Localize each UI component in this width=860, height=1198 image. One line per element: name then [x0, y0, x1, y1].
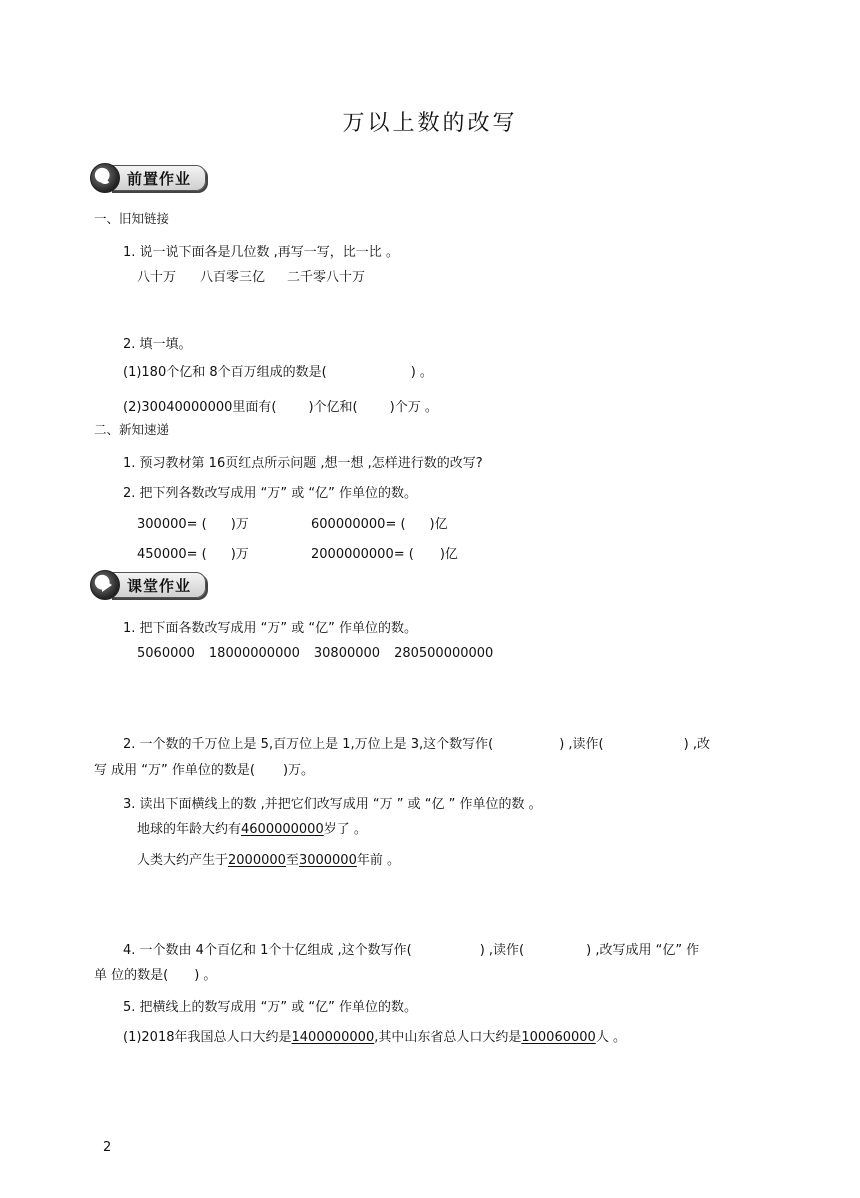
c-q2-text: 2. 一个数的千万位上是 5,百万位上是 1,万位上是 3,这个数写作(: [123, 737, 494, 752]
conv-left: 300000= (: [137, 517, 207, 532]
c-q2-text: )万。: [282, 763, 315, 778]
p1-q1-item: 二千零八十万: [287, 270, 366, 285]
underlined-number: 3000000: [298, 853, 357, 868]
p1-q1-item: 八十万: [137, 270, 177, 285]
underlined-number: 100060000: [521, 1030, 596, 1045]
p1-q2-b-pre: (2)30040000000里面有(: [123, 400, 277, 415]
p1-q1-item: 八百零三亿: [200, 270, 266, 285]
c-q4-text: 4. 一个数由 4个百亿和 1个十亿组成 ,这个数写作(: [123, 943, 412, 958]
c-q4-text: 单 位的数是(: [94, 968, 169, 983]
conv-left: 600000000= (: [311, 517, 406, 532]
c-q3-b: [137, 849, 400, 868]
c-q2-text: 写 成用 “万” 作单位的数是(: [94, 763, 255, 778]
page-title: 万以上数的改写: [342, 111, 518, 136]
part1-heading: 一、旧知链接: [94, 211, 170, 226]
p1-q2-b-mid: )个亿和(: [308, 400, 358, 415]
c-q4-line1: [123, 939, 699, 958]
c-q2-text: ) ,读作(: [559, 737, 604, 752]
section-badge-pre: [90, 163, 206, 193]
part2-heading: 二、新知速递: [94, 422, 170, 437]
underlined-number: 4600000000: [241, 822, 324, 837]
c-q4-text: ) 。: [194, 968, 217, 983]
c-q3-a-post: 岁了 。: [323, 822, 367, 837]
conv-right: )万: [230, 547, 249, 562]
c-q3-text: 3. 读出下面横线上的数 ,并把它们改写成用 “万 ” 或 “亿 ” 作单位的数 。: [123, 797, 542, 812]
conv-item: [137, 543, 249, 562]
p1-q2-text: 2. 填一填。: [123, 337, 192, 352]
c-q2-text: ) ,改: [683, 737, 710, 752]
p2-q2-text: 2. 把下列各数改写成用 “万” 或 “亿” 作单位的数。: [123, 486, 418, 501]
conv-right: )万: [230, 517, 249, 532]
c-q1-nums: [137, 646, 493, 661]
p1-q2-a-post: ) 。: [410, 365, 433, 380]
section-badge-class: [90, 570, 206, 600]
section-badge-label: 前置作业: [110, 165, 206, 191]
c-q3-a: [137, 818, 367, 837]
c-q1-num: 280500000000: [394, 646, 494, 661]
conv-item: [137, 513, 249, 532]
conv-right: )亿: [429, 517, 448, 532]
c-q4-text: ) ,改写成用 “亿” 作: [586, 943, 700, 958]
c-q1-text: 1. 把下面各数改写成用 “万” 或 “亿” 作单位的数。: [123, 621, 418, 636]
c-q2-line1: [123, 733, 710, 752]
c-q5-a-mid: ,其中山东省总人口大约是: [374, 1030, 522, 1045]
underlined-number: 1400000000: [291, 1030, 375, 1045]
conv-left: 2000000000= (: [311, 547, 414, 562]
conv-item: [311, 543, 458, 562]
c-q1-num: 18000000000: [208, 646, 300, 661]
underlined-number: 2000000: [228, 853, 286, 868]
c-q1-num: 5060000: [137, 646, 195, 661]
p1-q1-text: 1. 说一说下面各是几位数 ,再写一写，比一比 。: [123, 245, 399, 260]
c-q2-line2: [94, 759, 314, 778]
p1-q2-a: [123, 361, 433, 380]
play-icon: [90, 570, 120, 600]
p2-q1-text: 1. 预习教材第 16页红点所示问题 ,想一想 ,怎样进行数的改写?: [123, 456, 483, 471]
c-q3-a-pre: 地球的年龄大约有: [137, 822, 242, 837]
c-q1-num: 30800000: [313, 646, 381, 661]
c-q5-a-post: 人 。: [595, 1030, 626, 1045]
c-q5-a-pre: (1)2018年我国总人口大约是: [123, 1030, 292, 1045]
section-badge-label: 课堂作业: [110, 572, 206, 598]
c-q5-a: [123, 1026, 626, 1045]
swirl-icon: [90, 163, 120, 193]
c-q3-b-pre: 人类大约产生于: [137, 853, 229, 868]
p1-q2-b-post: )个万 。: [389, 400, 438, 415]
p1-q1-items: [137, 266, 365, 285]
p1-q2-a-pre: (1)180个亿和 8个百万组成的数是(: [123, 365, 327, 380]
c-q3-b-post: 年前 。: [356, 853, 400, 868]
c-q4-text: ) ,读作(: [479, 943, 525, 958]
p1-q2-b: [123, 396, 438, 415]
conv-item: [311, 513, 448, 532]
page-number: 2: [103, 1140, 112, 1155]
c-q5-text: 5. 把横线上的数写成用 “万” 或 “亿” 作单位的数。: [123, 1000, 418, 1015]
conv-left: 450000= (: [137, 547, 207, 562]
c-q4-line2: [94, 964, 216, 983]
conv-right: )亿: [439, 547, 458, 562]
c-q3-b-mid: 至: [285, 853, 299, 868]
